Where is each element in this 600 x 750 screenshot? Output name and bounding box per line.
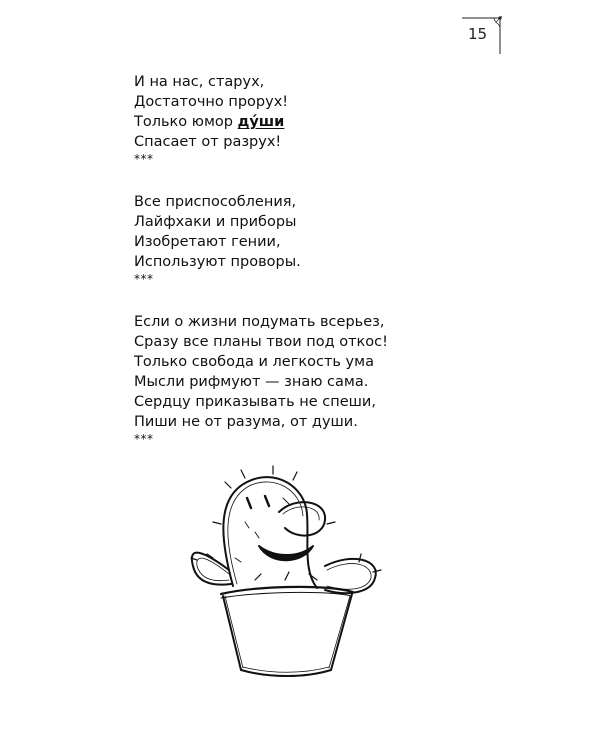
poem-stanza	[134, 312, 514, 446]
cactus-in-pot-icon	[185, 462, 390, 692]
poem-line-text: Достаточно прорух!	[134, 94, 289, 110]
poem-line	[134, 232, 514, 252]
poem-line	[134, 392, 514, 412]
poem-line	[134, 72, 514, 92]
stanza-separator: ***	[134, 432, 154, 446]
page-number: 15	[468, 25, 488, 43]
page-number-ornament	[456, 14, 512, 56]
poem-line-text: Сердцу приказывать не спеши,	[134, 394, 376, 410]
poem-line-text: Только юмор	[134, 114, 238, 130]
poem-line	[134, 412, 514, 432]
poem-line-text: Пиши не от разума, от души.	[134, 414, 358, 430]
poem-line-text: Спасает от разрух!	[134, 134, 282, 150]
poem-line	[134, 352, 514, 372]
poem-stanza	[134, 72, 514, 166]
poem-line	[134, 212, 514, 232]
poem-line-text: Только свобода и легкость ума	[134, 354, 374, 370]
poem-line-text: Сразу все планы твои под откос!	[134, 334, 388, 350]
poem-line	[134, 92, 514, 112]
poem-line	[134, 312, 514, 332]
poem-stanza	[134, 192, 514, 286]
poem-line-text: Мысли рифмуют — знаю сама.	[134, 374, 369, 390]
poem-line	[134, 192, 514, 212]
poem-line-text: И на нас, старух,	[134, 74, 265, 90]
poem-line	[134, 252, 514, 272]
poem-line-text: Все приспособления,	[134, 194, 297, 210]
poem-line	[134, 372, 514, 392]
poem-line-text: Изобретают гении,	[134, 234, 281, 250]
poem-line	[134, 332, 514, 352]
emphasized-word: ду́ши	[237, 114, 285, 130]
poem-line-text: Лайфхаки и приборы	[134, 214, 297, 230]
poem-line	[134, 132, 514, 152]
stanza-separator: ***	[134, 272, 154, 286]
poem-line-text: Используют проворы.	[134, 254, 301, 270]
poem-line	[134, 112, 514, 132]
poem-line-text: Если о жизни подумать всерьез,	[134, 314, 385, 330]
poem-text	[134, 72, 514, 472]
stanza-separator: ***	[134, 152, 154, 166]
